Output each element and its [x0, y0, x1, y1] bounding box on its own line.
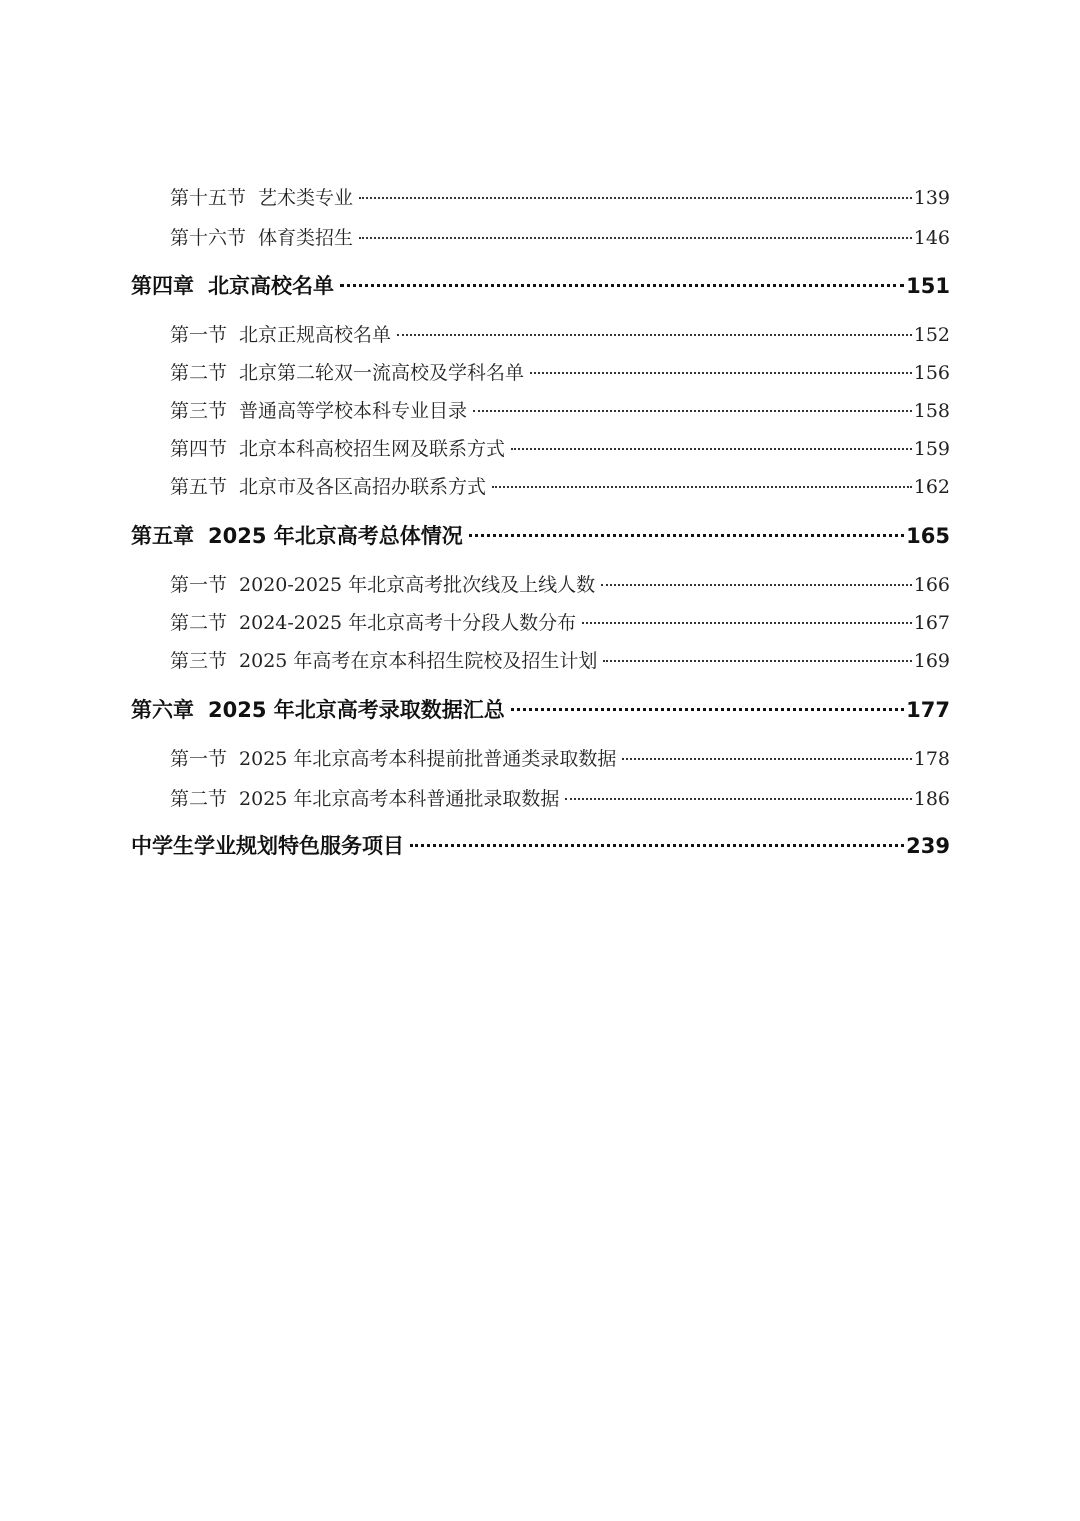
- toc-entry-section[interactable]: [170, 570, 950, 597]
- toc-entry-chapter[interactable]: [131, 830, 950, 860]
- chapter-title: 北京高校名单: [208, 274, 334, 298]
- toc-entry-section[interactable]: [170, 183, 950, 210]
- dot-leader: [359, 237, 912, 239]
- section-title: 2025 年北京高考本科提前批普通类录取数据: [239, 748, 617, 770]
- page-number: 151: [906, 274, 950, 298]
- section-number: 第十五节: [170, 187, 247, 209]
- toc-entry-section[interactable]: [170, 223, 950, 250]
- dot-leader: [622, 758, 911, 760]
- dot-leader: [359, 197, 912, 199]
- section-title: 北京本科高校招生网及联系方式: [239, 438, 506, 460]
- toc-entry-section[interactable]: [170, 396, 950, 423]
- section-number: 第十六节: [170, 227, 247, 249]
- toc-entry-chapter[interactable]: [131, 694, 950, 724]
- toc-entry-section[interactable]: [170, 472, 950, 499]
- section-title: 2025 年高考在京本科招生院校及招生计划: [239, 650, 598, 672]
- section-number: 第一节: [170, 324, 228, 346]
- dot-leader: [565, 798, 911, 800]
- page-number: 146: [913, 227, 950, 249]
- page-number: 152: [913, 324, 950, 346]
- chapter-title: 2025 年北京高考总体情况: [208, 524, 463, 548]
- page-number: 239: [906, 834, 950, 858]
- dot-leader: [473, 410, 912, 412]
- section-title: 艺术类专业: [258, 187, 354, 209]
- page-number: 162: [913, 476, 950, 498]
- dot-leader: [582, 622, 912, 624]
- toc-entry-section[interactable]: [170, 744, 950, 771]
- chapter-title: 中学生学业规划特色服务项目: [131, 834, 404, 858]
- dot-leader: [340, 284, 904, 287]
- section-number: 第二节: [170, 612, 228, 634]
- page-number: 178: [913, 748, 950, 770]
- dot-leader: [410, 844, 904, 847]
- toc-entry-section[interactable]: [170, 784, 950, 811]
- section-title: 普通高等学校本科专业目录: [239, 400, 468, 422]
- page-number: 167: [913, 612, 950, 634]
- section-title: 北京正规高校名单: [239, 324, 392, 346]
- section-title: 北京第二轮双一流高校及学科名单: [239, 362, 525, 384]
- dot-leader: [530, 372, 912, 374]
- section-number: 第五节: [170, 476, 228, 498]
- page-number: 156: [913, 362, 950, 384]
- section-title: 北京市及各区高招办联系方式: [239, 476, 487, 498]
- dot-leader: [511, 708, 904, 711]
- section-number: 第三节: [170, 400, 228, 422]
- page-number: 139: [913, 187, 950, 209]
- page-number: 158: [913, 400, 950, 422]
- dot-leader: [492, 486, 912, 488]
- dot-leader: [469, 534, 904, 537]
- section-number: 第三节: [170, 650, 228, 672]
- section-number: 第四节: [170, 438, 228, 460]
- page-number: 159: [913, 438, 950, 460]
- section-title: 2025 年北京高考本科普通批录取数据: [239, 788, 560, 810]
- toc-entry-chapter[interactable]: [131, 270, 950, 300]
- section-number: 第一节: [170, 748, 228, 770]
- section-number: 第二节: [170, 788, 228, 810]
- toc-entry-chapter[interactable]: [131, 520, 950, 550]
- toc-entry-section[interactable]: [170, 358, 950, 385]
- chapter-number: 第五章: [131, 524, 194, 548]
- page-number: 165: [906, 524, 950, 548]
- dot-leader: [601, 584, 912, 586]
- section-number: 第二节: [170, 362, 228, 384]
- section-title: 2020-2025 年北京高考批次线及上线人数: [239, 574, 596, 596]
- page-number: 186: [913, 788, 950, 810]
- section-title: 2024-2025 年北京高考十分段人数分布: [239, 612, 577, 634]
- section-number: 第一节: [170, 574, 228, 596]
- dot-leader: [603, 660, 911, 662]
- toc-entry-section[interactable]: [170, 320, 950, 347]
- dot-leader: [397, 334, 912, 336]
- section-title: 体育类招生: [258, 227, 354, 249]
- chapter-number: 第四章: [131, 274, 194, 298]
- chapter-title: 2025 年北京高考录取数据汇总: [208, 698, 505, 722]
- toc-entry-section[interactable]: [170, 434, 950, 461]
- toc-entry-section[interactable]: [170, 646, 950, 673]
- toc-entry-section[interactable]: [170, 608, 950, 635]
- dot-leader: [511, 448, 912, 450]
- page-number: 177: [906, 698, 950, 722]
- page-number: 169: [913, 650, 950, 672]
- page-number: 166: [913, 574, 950, 596]
- chapter-number: 第六章: [131, 698, 194, 722]
